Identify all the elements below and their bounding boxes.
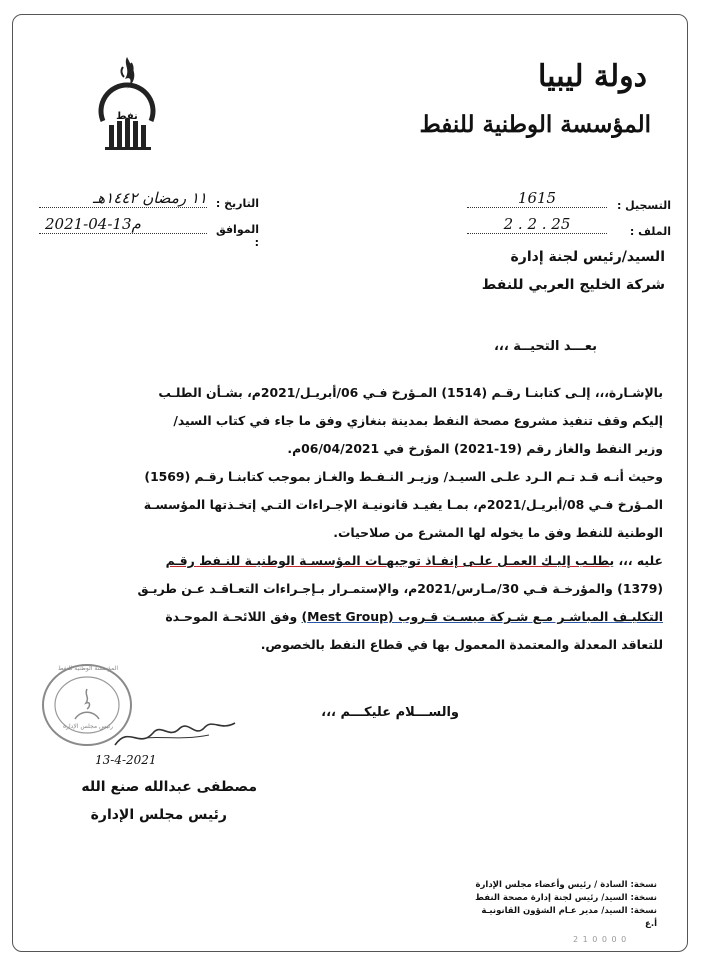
p2-line3: الوطنية للنفط وفق ما يخوله لها المشرع من صلاحيات. — [333, 525, 663, 540]
date-value: ١١ رمضان ١٤٤٢هـ — [39, 189, 207, 208]
date-block — [31, 185, 259, 249]
p3-line3-post: وفق اللائحـة الموحـدة — [165, 609, 302, 624]
addressee-line1: السيد/رئيس لجنة إدارة — [510, 249, 665, 265]
cc-line4: أ.ع — [645, 919, 657, 929]
file-value: 2 . 2 . 25 — [467, 215, 607, 234]
date-label: التاريخ : — [215, 197, 259, 210]
p3-line3-underlined: التكليـف المباشـر مـع شـركة ميسـت قـروب (Mest Group) — [301, 609, 663, 624]
p1-line3: وزير النفط والغاز رقم (19-2021) المؤرخ في 06/04/2021م. — [287, 441, 663, 456]
cc-line1: نسخة: السادة / رئيس وأعضاء مجلس الإدارة — [475, 880, 657, 890]
equiv-value: 2021-04-13م — [39, 215, 207, 234]
state-title: دولة ليبيا — [538, 59, 647, 94]
p2-line2: المـؤرخ فـي 08/أبريـل/2021م، بمـا يفيـد قانونيـة الإجـراءات التـي إتخـذتها المؤسسـة — [143, 497, 663, 512]
noc-logo — [87, 49, 167, 159]
letter-body — [43, 379, 663, 659]
p3-line4: للتعاقد المعدلة والمعتمدة المعمول بها في قطاع النفط بالخصوص. — [260, 637, 663, 652]
flame-logo-icon — [87, 49, 167, 159]
addressee-line2: شركة الخليج العربي للنفط — [481, 277, 665, 293]
cc-line2: نسخة: السيد/ رئيس لجنة إدارة مصحة النفط — [475, 893, 657, 903]
corporation-title: المؤسسة الوطنية للنفط — [419, 111, 651, 138]
p3-line1-pre: عليه ،،، — [614, 553, 663, 568]
p3-line1-underlined: يطلـب إليـك العمـل علـى إنفـاذ توجيهـات المؤسسـة الوطنيـة للنـفط رقـم — [165, 553, 615, 568]
letter-page — [12, 14, 688, 952]
footer-mark: 2 1 0 0 0 0 — [573, 935, 628, 944]
closing: والســـلام عليكـــم ،،، — [321, 705, 459, 720]
registration-value: 1615 — [467, 189, 607, 208]
p3-line3 — [43, 603, 663, 631]
registration-block — [461, 189, 671, 241]
greeting: بعـــد التحيــة ،،، — [493, 339, 597, 354]
cc-line3: نسخة: السيد/ مدير عـام الشؤون القانونيـة — [481, 906, 657, 916]
p2-line1: وحيث أنـه قـد تـم الـرد علـى السيـد/ وزيـر النـفـط والغـاز بموجب كتابنـا رقـم (1569) — [144, 469, 663, 484]
equiv-label: الموافق : — [215, 223, 259, 249]
p1-line2: إليكم وقف تنفيذ مشروع مصحة النفط بمدينة بنغازي وفق ما جاء في كتاب السيد/ — [173, 413, 663, 428]
file-label: الملف : — [629, 225, 671, 238]
cc-list — [457, 879, 657, 931]
p3-line2: (1379) والمؤرخـة فـي 30/مـارس/2021م، والإستمـرار بـإجـراءات التعـاقـد عـن طريـق — [137, 581, 663, 596]
p3-line1 — [43, 547, 663, 575]
logo-text: نفط — [116, 111, 138, 122]
signatory-name: مصطفى عبدالله صنع الله — [81, 779, 257, 795]
p1-line1: بالإشـارة،،، إلـى كتابنـا رقـم (1514) المـؤرخ فـي 06/أبريـل/2021م، بشـأن الطلـب — [158, 385, 663, 400]
signatory-title: رئيس مجلس الإدارة — [90, 807, 227, 823]
signature-date: 13-4-2021 — [95, 753, 157, 767]
registration-label: التسجيل : — [616, 199, 671, 212]
stamp-sub: رئيس مجلس الإدارة — [62, 723, 114, 730]
stamp-text: المؤسسة الوطنية للنفط — [57, 665, 119, 672]
